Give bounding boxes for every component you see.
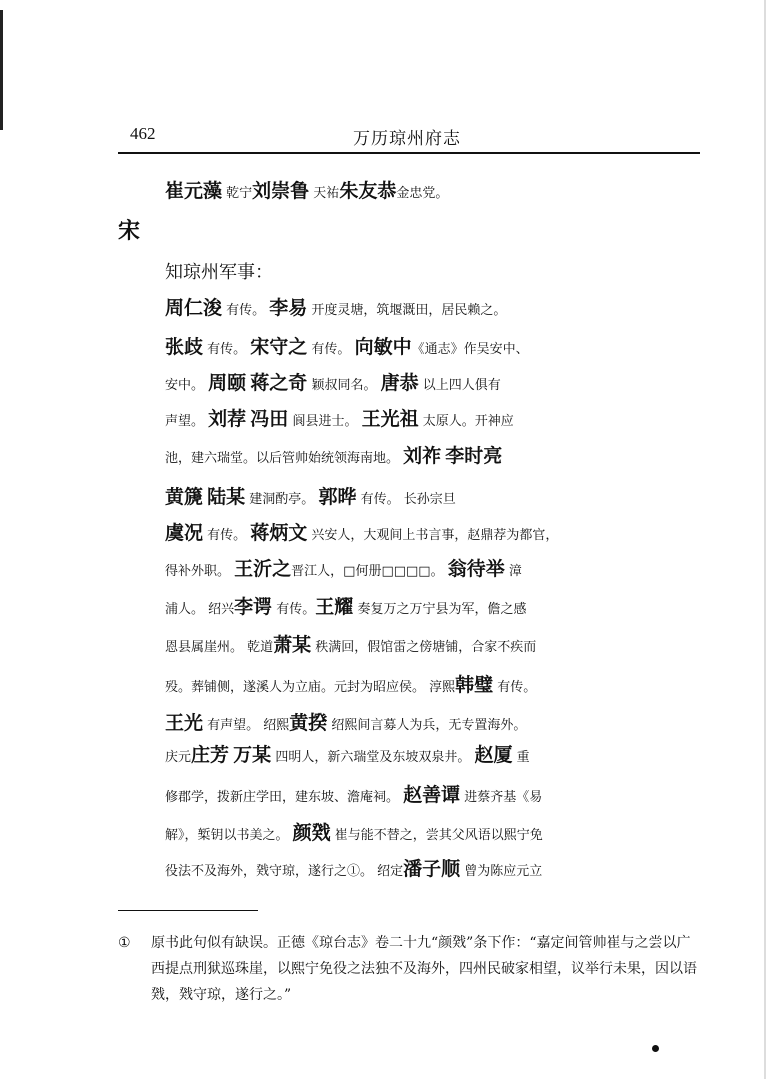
page-number: 462 xyxy=(130,124,156,143)
footnote-rule xyxy=(118,910,258,911)
text-line: 安中。 周颐 蒋之奇 颖叔同名。 唐恭 以上四人俱有 xyxy=(165,372,501,394)
text-line: 恩县属崖州。 乾道萧某 秩满回，假馆雷之傍塘铺，合家不疾而 xyxy=(165,634,537,656)
text-line: 崔元藻 乾宁刘崇鲁 天祐朱友恭金忠党。 xyxy=(165,180,449,202)
footnote-text: 原书此句似有缺误。正德《琼台志》卷二十九“颜戣”条下作：“嘉定间管帅崔与之尝以广西提点刑狱巡珠崖，以熙宁免役之法独不及海外，四州民破家相望，议举行未果，因以语戣，戣守琼，遂行之。” xyxy=(151,935,697,1003)
page-header xyxy=(118,122,700,154)
text-line: 虞况 有传。 蒋炳文 兴安人，大观间上书言事，赵鼎荐为都官， xyxy=(165,522,559,544)
text-line: 解》，椠钥以书美之。 颜戣 崔与能不替之，尝其父风语以熙宁免 xyxy=(165,822,543,844)
text-line: 殁。葬铺侧，遂溪人为立庙。元封为昭应侯。 淳熙韩璧 有传。 xyxy=(165,674,537,696)
text-line: 得补外职。 王沂之晋江人，□何册□□□□。 翁待举 漳 xyxy=(165,558,522,580)
header-rule xyxy=(118,152,700,154)
section-title: 知琼州军事： xyxy=(165,262,273,283)
text-line: 王光 有声望。 绍熙黄揆 绍熙间言募人为兵，无专置海外。 xyxy=(165,712,527,734)
text-line: 周仁浚 有传。 李易 开度灵塘，筑堰溉田，居民赖之。 xyxy=(165,297,507,319)
text-line: 修郡学，拨新庄学田，建东坡、澹庵祠。 赵善谭 进蔡齐基《易 xyxy=(165,784,543,806)
footnote-mark: ① xyxy=(118,935,131,951)
scan-edge-right xyxy=(764,0,766,1079)
text-line: 浦人。 绍兴李谔 有传。王耀 奏复万之万宁县为军，儋之感 xyxy=(165,596,527,618)
scan-edge-left xyxy=(0,10,3,130)
book-title: 万历琼州府志 xyxy=(353,129,461,149)
text-line: 声望。 刘荐 冯田 阆县进士。 王光祖 太原人。开神应 xyxy=(165,408,514,430)
text-line: 庆元庄芳 万某 四明人，新六瑞堂及东坡双泉井。 赵厦 重 xyxy=(165,744,530,766)
text-line: 役法不及海外，戣守琼，遂行之①。 绍定潘子顺 曾为陈应元立 xyxy=(165,858,543,880)
text-line: 张歧 有传。 宋守之 有传。 向敏中《通志》作吴安中、 xyxy=(165,336,529,358)
text-line: 池，建六瑞堂。以后管帅始统领海南地。 刘祚 李时亮 xyxy=(165,445,503,467)
dynasty-heading: 宋 xyxy=(118,218,141,244)
text-line: 黄篪 陆某 建洞酌亭。 郭晔 有传。 长孙宗旦 xyxy=(165,486,456,508)
scan-speck xyxy=(652,1045,659,1052)
